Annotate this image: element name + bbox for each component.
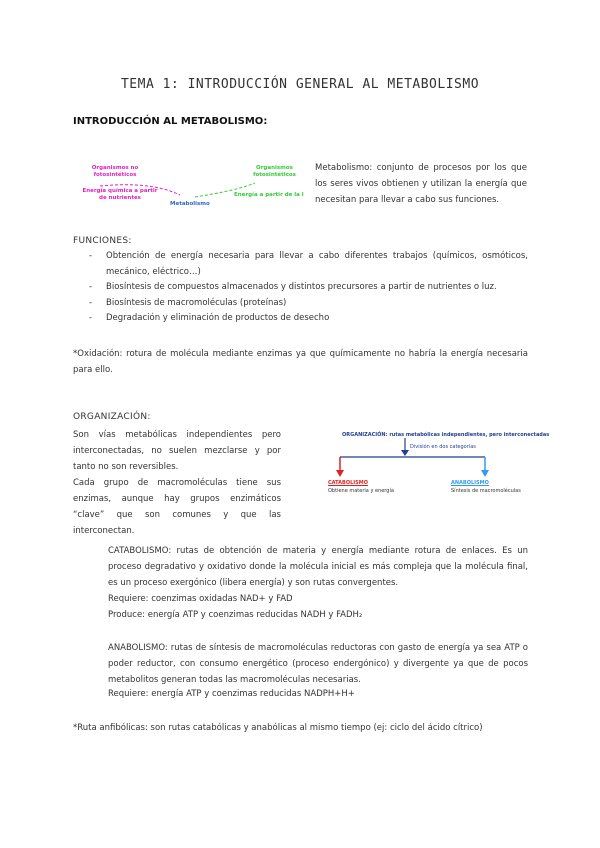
catabolismo-produce: Produce: energía ATP y coenzimas reducidas NADH y FADH₂	[108, 610, 363, 620]
catabolismo-requiere: Requiere: coenzimas oxidadas NAD+ y FAD	[108, 594, 293, 604]
list-item: - Obtención de energía necesaria para llevar a cabo diferentes trabajos (químicos, osmóticos, mecánico, eléctrico…)	[73, 249, 528, 280]
organizacion-text2: Cada grupo de macromoléculas tiene sus enzimas, aunque hay grupos enzimáticos “clave” que son comunes y que las interconectan.	[73, 478, 281, 536]
diagram-energia-luz: Energía a partir de la l	[234, 192, 304, 198]
diagram-organismos-no: Organismos no fotosintéticos	[91, 165, 139, 178]
list-item: - Degradación y eliminación de productos de desecho	[73, 311, 528, 327]
metabolism-diagram	[70, 155, 310, 215]
diagram-organismos-foto: Organismos fotosintéticos	[253, 165, 296, 178]
oxidacion-note: *Oxidación: rotura de molécula mediante enzimas ya que químicamente no habría la energía necesaria para ello.	[73, 349, 528, 375]
diagram-anabolismo: ANABOLISMO	[451, 480, 489, 486]
anfibolicas-note: *Ruta anfibólicas: son rutas catabólicas y anabólicas al mismo tiempo (ej: ciclo del ácido cítrico)	[73, 723, 483, 733]
anabolismo-requiere: Requiere: energía ATP y coenzimas reducidas NADPH+H+	[108, 689, 355, 699]
list-item: - Biosíntesis de compuestos almacenados y distintos precursores a partir de nutrientes o luz.	[73, 280, 528, 296]
funciones-heading: FUNCIONES:	[73, 236, 132, 246]
diagram-energia-quimica: Energía química a partir de nutrientes	[82, 188, 158, 201]
diagram-catabolismo: CATABOLISMO	[328, 480, 368, 486]
organizacion-heading: ORGANIZACIÓN:	[73, 412, 151, 422]
funciones-list	[73, 249, 528, 327]
anabolismo-text: ANABOLISMO: rutas de síntesis de macromoléculas reductoras con gasto de energía ya sea ATP o poder reductor, con consumo energético (proceso endergónico) y divergente ya que de pocos metabolitos generan todas las macromoléculas necesarias.	[108, 643, 528, 685]
intro-heading: INTRODUCCIÓN AL METABOLISMO:	[73, 116, 268, 127]
diagram-metabolismo: Metabolismo	[170, 201, 210, 207]
diagram-catabolismo-sub: Obtiene materia y energía	[328, 488, 394, 494]
intro-text: Metabolismo: conjunto de procesos por los que los seres vivos obtienen y utilizan la energía que necesitan para llevar a cabo sus funciones.	[315, 163, 527, 205]
list-item: - Biosíntesis de macromoléculas (proteínas)	[73, 296, 528, 312]
catabolismo-text: CATABOLISMO: rutas de obtención de materia y energía mediante rotura de enlaces. Es un proceso degradativo y oxidativo donde la molécula inicial es más compleja que la molécula final, es un proceso exergónico (libera energía) y son rutas convergentes.	[108, 546, 528, 588]
diagram-division: División en dos categorías	[410, 444, 476, 450]
page-title: TEMA 1: INTRODUCCIÓN GENERAL AL METABOLISMO	[120, 77, 480, 92]
diagram-org-top: ORGANIZACIÓN: rutas metabólicas independientes, pero interconectadas	[342, 432, 550, 438]
diagram-anabolismo-sub: Síntesis de macromoléculas	[451, 488, 521, 494]
organizacion-diagram	[325, 428, 550, 500]
organizacion-text1: Son vías metabólicas independientes pero interconectadas, no suelen mezclarse y por tanto no son reversibles.	[73, 430, 281, 472]
